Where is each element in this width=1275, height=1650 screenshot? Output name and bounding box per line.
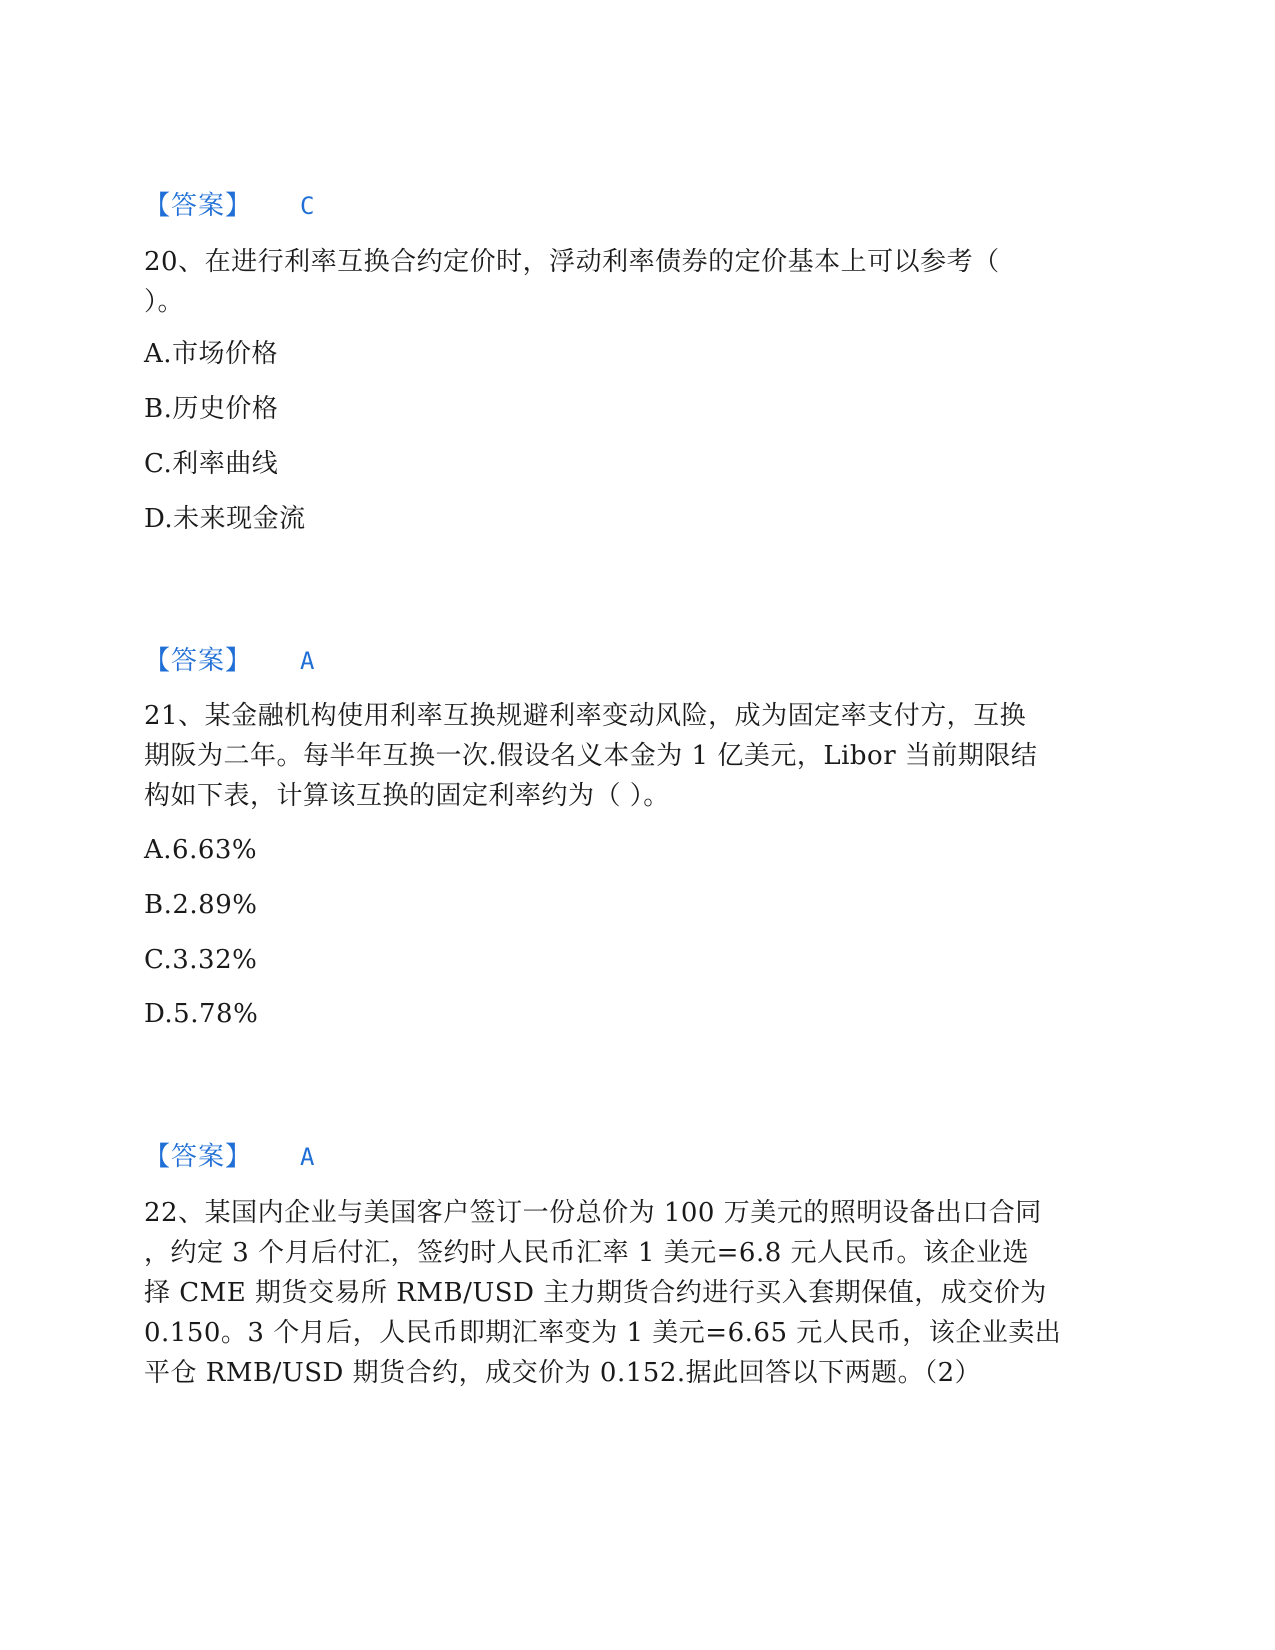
answer-value: A [300,647,315,675]
option-d: D.未来现金流 [144,504,306,534]
answer-tag: 【答案】 [144,646,253,676]
option-c: C.3.32% [144,945,258,975]
question-line: ）。 [144,287,185,317]
question-line: 平仓 RMB/USD 期货合约，成交价为 0.152.据此回答以下两题。（2） [144,1358,982,1388]
option-d: D.5.78% [144,999,259,1029]
question-line: 构如下表，计算该互换的固定利率约为（ ）。 [144,781,670,811]
question-line: 期阪为二年。每半年互换一次.假设名义本金为 1 亿美元，Libor 当前期限结 [144,741,1038,771]
question-22 [144,1193,1124,1393]
question-line: 20、在进行利率互换合约定价时，浮动利率债券的定价基本上可以参考（ [144,247,1000,277]
option-b: B.历史价格 [144,394,279,424]
answer-tag: 【答案】 [144,1142,253,1172]
question-line: 22、某国内企业与美国客户签订一份总价为 100 万美元的照明设备出口合同 [144,1198,1042,1228]
question-line: 21、某金融机构使用利率互换规避利率变动风险，成为固定率支付方，互换 [144,701,1027,731]
question-21 [144,696,1124,816]
answer-tag: 【答案】 [144,191,253,221]
option-b: B.2.89% [144,890,258,920]
question-line: 择 CME 期货交易所 RMB/USD 主力期货合约进行买入套期保值，成交价为 [144,1278,1047,1308]
option-a: A.6.63% [144,835,258,865]
question-line: 0.150。3 个月后，人民币即期汇率变为 1 美元=6.65 元人民币，该企业卖出 [144,1318,1062,1348]
option-c: C.利率曲线 [144,449,279,479]
question-line: ，约定 3 个月后付汇，签约时人民币汇率 1 美元=6.8 元人民币。该企业选 [144,1238,1030,1268]
question-20 [144,242,1124,322]
answer-21 [144,1139,314,1175]
answer-19 [144,188,314,224]
answer-20 [144,643,314,679]
answer-value: A [300,1143,315,1171]
answer-value: C [300,192,315,220]
option-a: A.市场价格 [144,339,279,369]
